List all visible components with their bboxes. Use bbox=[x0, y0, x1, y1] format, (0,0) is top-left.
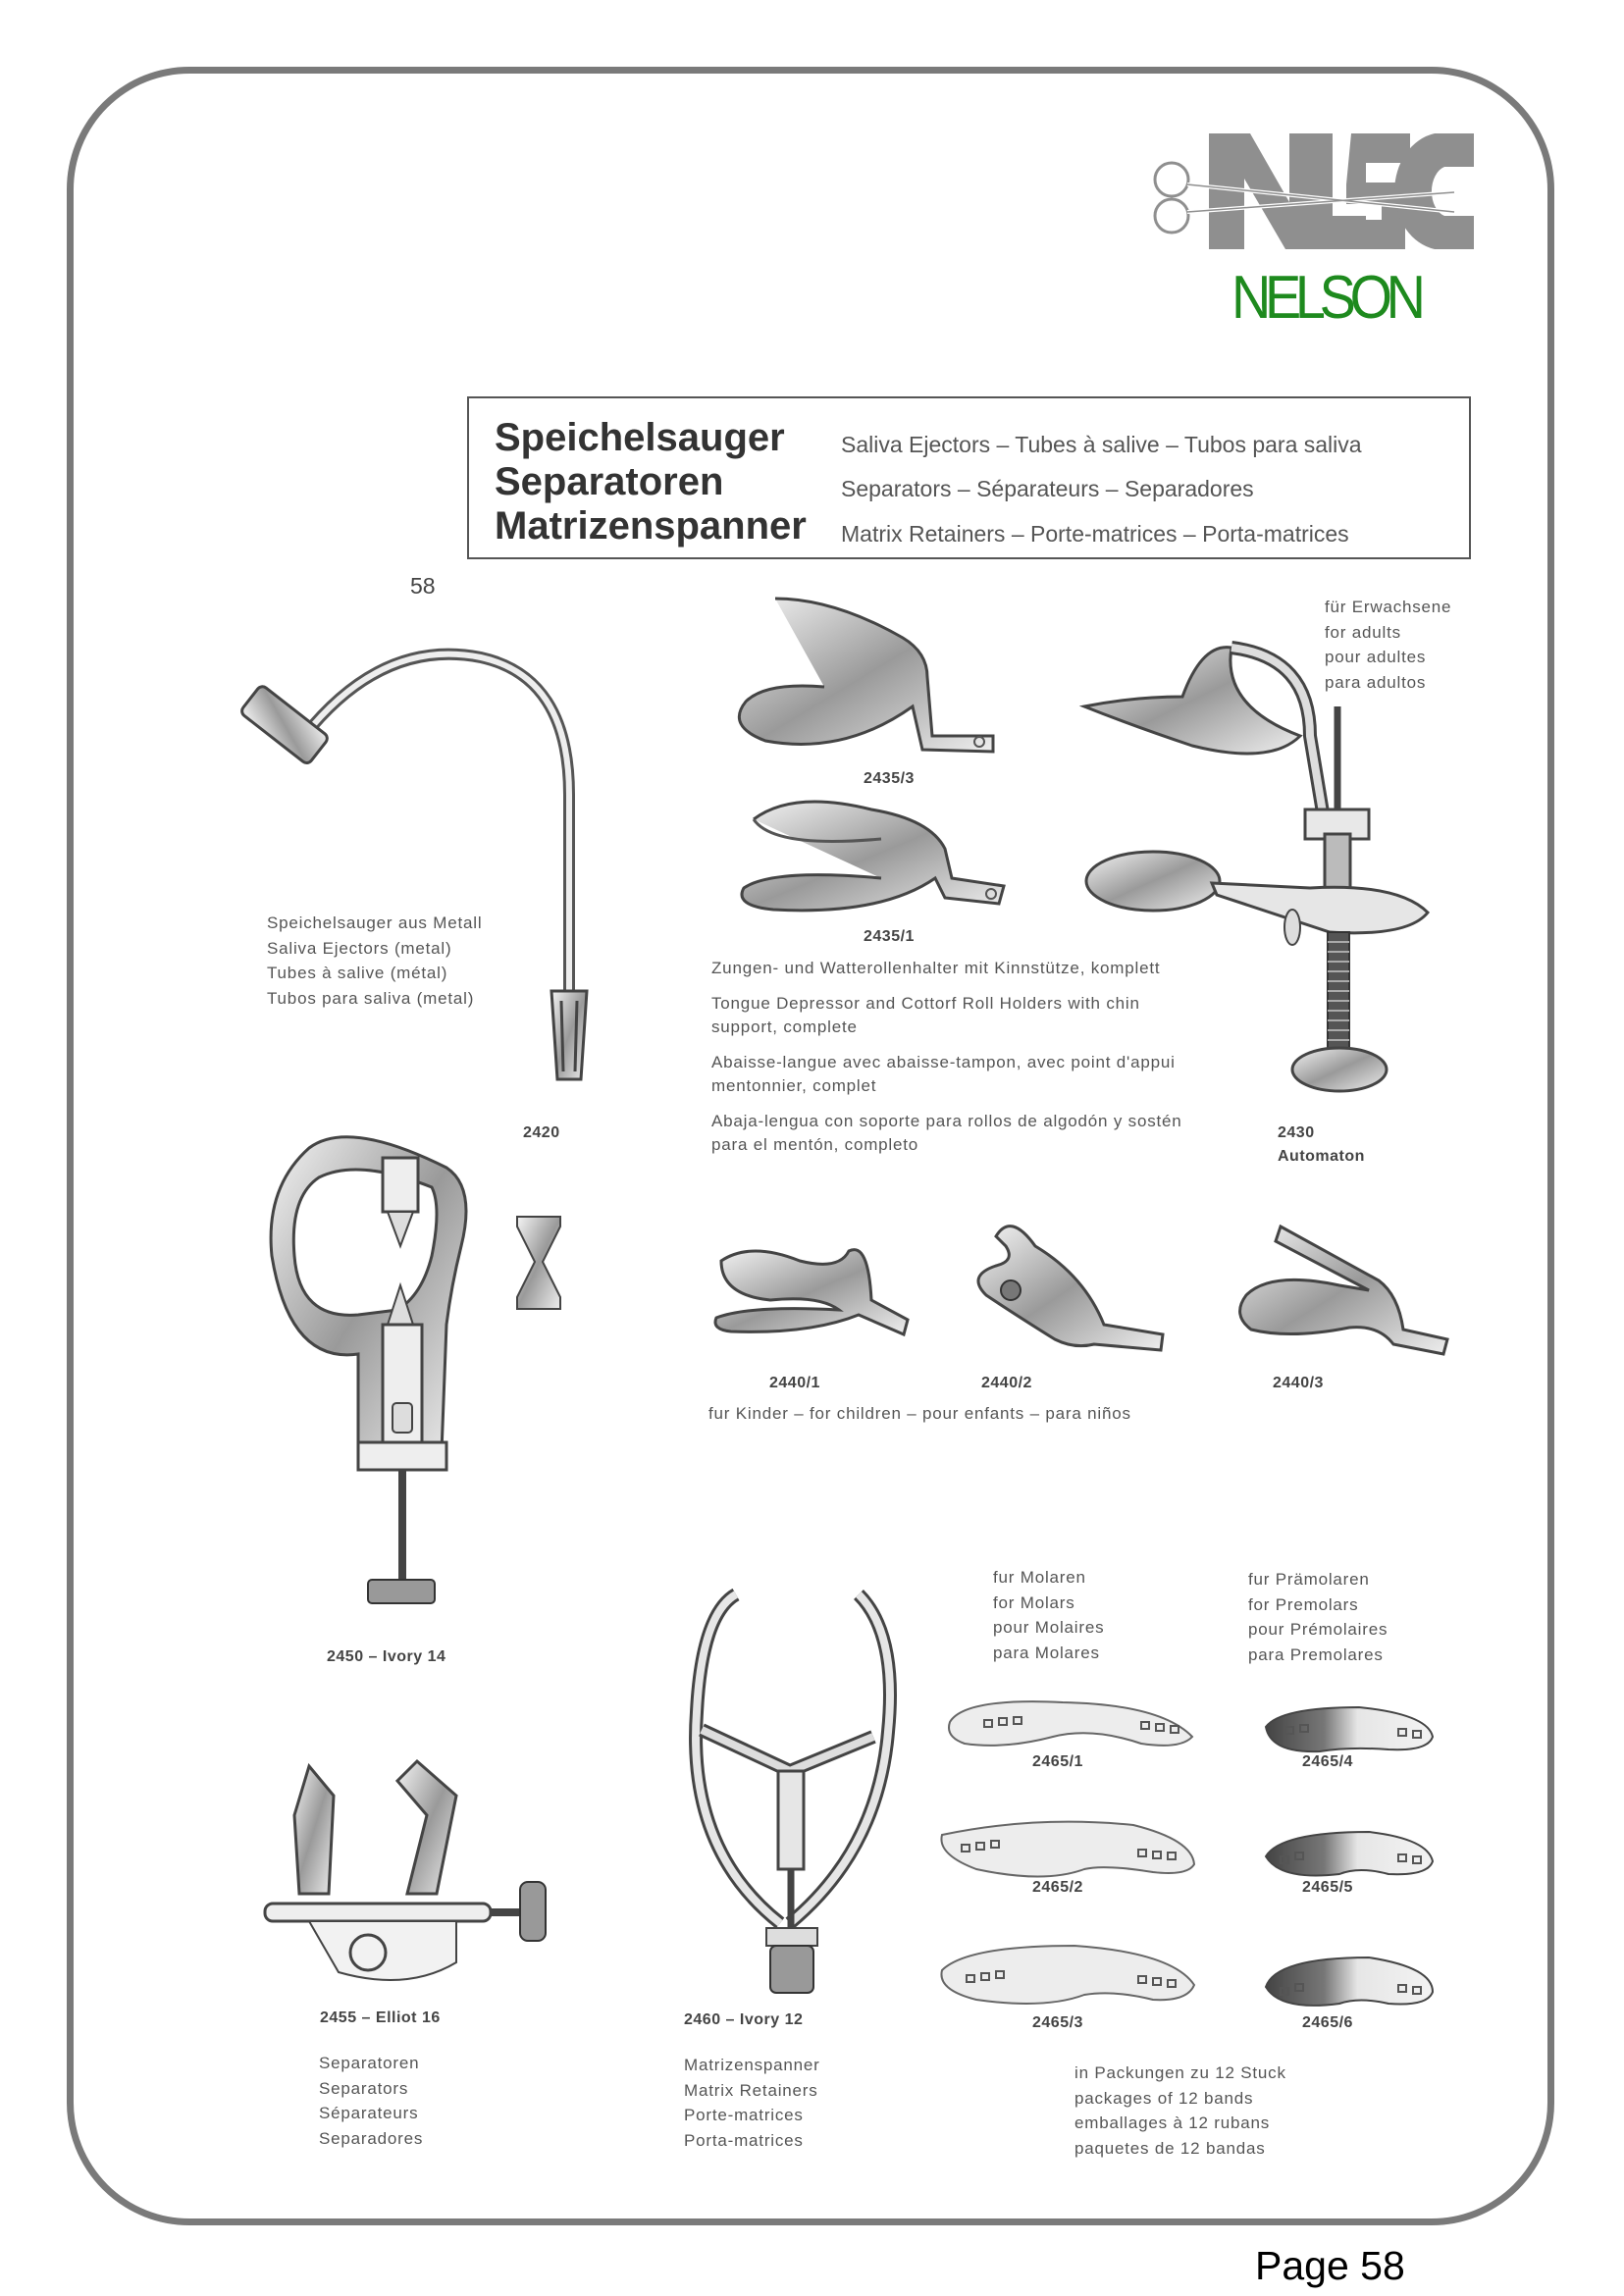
product-label-2460 bbox=[684, 2011, 803, 2029]
description-en: Tongue Depressor and Cottorf Roll Holders with chin support, complete bbox=[711, 993, 1140, 1036]
title-separators: Separatoren bbox=[495, 460, 724, 503]
caption-line: Matrizenspanner bbox=[684, 2056, 820, 2074]
caption-line: in Packungen zu 12 Stuck bbox=[1074, 2063, 1286, 2082]
tongue-holder-icon bbox=[734, 790, 1009, 927]
premolar-band-icon bbox=[1261, 1702, 1438, 1756]
caption-line: Tubos para saliva (metal) bbox=[267, 988, 475, 1008]
title-saliva-ejectors-translations: Saliva Ejectors – Tubes à salive – Tubos para saliva bbox=[841, 432, 1362, 457]
tongue-holder-icon bbox=[1231, 1222, 1447, 1359]
tongue-holder-icon bbox=[967, 1217, 1182, 1354]
description-fr: Abaisse-langue avec abaisse-tampon, avec point d'appui mentonnier, complet bbox=[711, 1052, 1176, 1095]
product-code-2440-1: 2440/1 bbox=[769, 1375, 820, 1391]
product-code-2465-4: 2465/4 bbox=[1302, 1753, 1353, 1770]
caption-line: paquetes de 12 bandas bbox=[1074, 2138, 1266, 2158]
separator-tip-icon bbox=[515, 1215, 564, 1313]
catalog-page-number: 58 bbox=[410, 573, 436, 599]
product-code-2465-3: 2465/3 bbox=[1032, 2014, 1083, 2031]
product-code-2430: 2430 bbox=[1278, 1124, 1315, 1141]
caption-line: emballages à 12 rubans bbox=[1074, 2113, 1271, 2132]
caption-line: for adults bbox=[1325, 622, 1401, 642]
product-name-automaton: Automaton bbox=[1278, 1148, 1365, 1165]
product-code-2465-1: 2465/1 bbox=[1032, 1753, 1083, 1770]
elliot-separator-icon bbox=[260, 1756, 584, 2002]
caption-line: Saliva Ejectors (metal) bbox=[267, 938, 452, 958]
saliva-ejector-caption bbox=[267, 911, 482, 1011]
caption-line: Speichelsauger aus Metall bbox=[267, 913, 483, 932]
product-name-elliot-16: Elliot 16 bbox=[375, 2009, 441, 2026]
product-code-2435-1: 2435/1 bbox=[864, 928, 915, 945]
caption-line: für Erwachsene bbox=[1325, 598, 1452, 616]
caption-line: Separadores bbox=[319, 2128, 424, 2148]
separators-caption bbox=[319, 2051, 423, 2151]
page-footer-label: Page 58 bbox=[1255, 2243, 1405, 2288]
caption-line: Porta-matrices bbox=[684, 2130, 804, 2150]
caption-line: para Premolares bbox=[1248, 1644, 1384, 1664]
tongue-holder-icon bbox=[711, 1241, 927, 1349]
caption-line: pour Molaires bbox=[993, 1618, 1105, 1637]
premolars-heading bbox=[1248, 1567, 1388, 1667]
premolar-band-icon bbox=[1261, 1953, 1438, 2011]
caption-line: Matrix Retainers bbox=[684, 2080, 818, 2100]
product-code-2465-5: 2465/5 bbox=[1302, 1879, 1353, 1896]
product-code-2420: 2420 bbox=[523, 1124, 560, 1141]
caption-line: Tubes à salive (métal) bbox=[267, 964, 448, 982]
premolar-band-icon bbox=[1261, 1827, 1438, 1881]
brand-name: NELSON bbox=[1231, 264, 1420, 332]
product-name-ivory-12: Ivory 12 bbox=[739, 2011, 804, 2028]
caption-line: Séparateurs bbox=[319, 2104, 419, 2122]
product-code-2440-3: 2440/3 bbox=[1273, 1375, 1324, 1391]
title-matrix-retainers: Matrizenspanner bbox=[495, 504, 807, 548]
nsc-scissors-logo-icon bbox=[1150, 126, 1474, 253]
caption-line: para adultos bbox=[1325, 672, 1427, 692]
molar-band-icon bbox=[937, 1941, 1202, 2009]
title-saliva-ejectors: Speichelsauger bbox=[495, 416, 785, 459]
product-code-2465-2: 2465/2 bbox=[1032, 1879, 1083, 1896]
saliva-ejector-icon bbox=[265, 628, 589, 1099]
description-de: Zungen- und Watterollenhalter mit Kinnstütze, komplett bbox=[711, 959, 1161, 977]
product-label-2455 bbox=[320, 2009, 441, 2027]
matrix-retainer-caption bbox=[684, 2053, 820, 2153]
molars-heading bbox=[993, 1565, 1104, 1665]
section-title-box bbox=[467, 396, 1471, 559]
caption-line: pour Prémolaires bbox=[1248, 1620, 1388, 1639]
caption-line: Separatoren bbox=[319, 2054, 420, 2072]
caption-line: packages of 12 bands bbox=[1074, 2088, 1254, 2108]
product-code-2455: 2455 – bbox=[320, 2009, 371, 2026]
caption-line: for Premolars bbox=[1248, 1594, 1359, 1614]
product-label-2450: 2450 – Ivory 14 bbox=[327, 1648, 446, 1665]
product-code-2440-2: 2440/2 bbox=[981, 1375, 1032, 1391]
automaton-holder-icon bbox=[1074, 638, 1438, 1119]
bands-packaging-note bbox=[1074, 2061, 1286, 2161]
caption-line: Porte-matrices bbox=[684, 2106, 804, 2124]
matrix-retainer-icon bbox=[672, 1575, 898, 2007]
title-matrix-retainers-translations: Matrix Retainers – Porte-matrices – Porta-matrices bbox=[841, 521, 1349, 547]
caption-line: fur Molaren bbox=[993, 1568, 1086, 1587]
product-code-2465-6: 2465/6 bbox=[1302, 2014, 1353, 2031]
molar-band-icon bbox=[937, 1815, 1202, 1884]
tongue-holder-icon bbox=[726, 589, 1001, 746]
ivory-separator-icon bbox=[260, 1128, 554, 1619]
title-separators-translations: Separators – Séparateurs – Separadores bbox=[841, 476, 1254, 501]
molar-band-icon bbox=[945, 1693, 1200, 1751]
caption-line: pour adultes bbox=[1325, 648, 1427, 666]
product-code-2435-3: 2435/3 bbox=[864, 770, 915, 787]
caption-line: for Molars bbox=[993, 1592, 1075, 1612]
children-audience: fur Kinder – for children – pour enfants – para niños bbox=[708, 1404, 1131, 1423]
caption-line: para Molares bbox=[993, 1643, 1100, 1662]
description-es: Abaja-lengua con soporte para rollos de algodón y sostén para el mentón, completo bbox=[711, 1111, 1182, 1154]
caption-line: Separators bbox=[319, 2078, 409, 2098]
caption-line: fur Prämolaren bbox=[1248, 1570, 1370, 1589]
product-code-2460: 2460 – bbox=[684, 2011, 735, 2028]
